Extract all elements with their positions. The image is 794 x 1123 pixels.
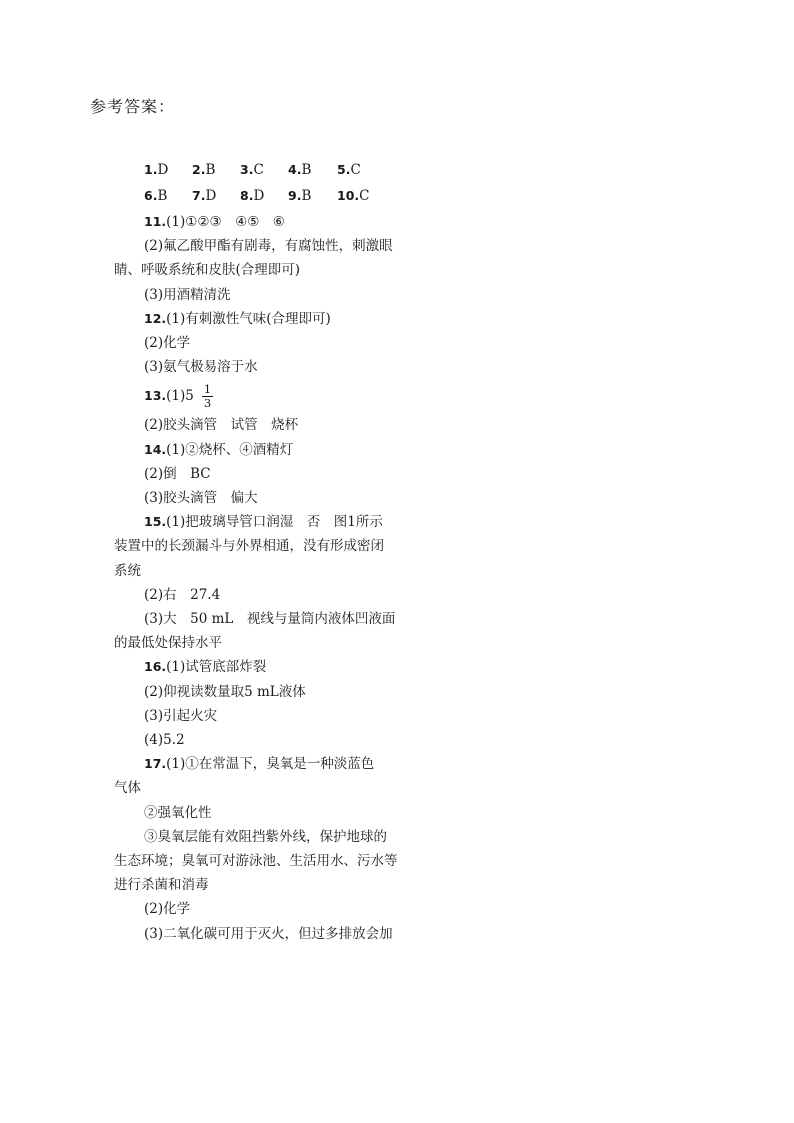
q15-line: 系统 <box>114 562 141 579</box>
q14-line: 14.(1)②烧杯、④酒精灯 <box>144 441 294 458</box>
q17-line: 进行杀菌和消毒 <box>114 877 209 894</box>
mc-answer: 2.B <box>192 162 216 178</box>
q11-line: (3)用酒精清洗 <box>144 286 231 303</box>
mc-answer: 3.C <box>240 162 264 178</box>
page-heading: 参考答案： <box>90 97 176 116</box>
q11-line: 11.(1)①②③ ④⑤ ⑥ <box>144 214 285 230</box>
q15-line: 装置中的长颈漏斗与外界相通，没有形成密闭 <box>114 538 384 555</box>
mc-answer: 6.B <box>144 188 168 204</box>
mc-row-2 <box>144 184 414 210</box>
q11-line: 睛、呼吸系统和皮肤(合理即可) <box>114 262 301 279</box>
q16-line: 16.(1)试管底部炸裂 <box>144 659 267 676</box>
q15-line: (3)大 50 mL 视线与量筒内液体凹液面 <box>144 611 396 628</box>
mc-answer: 5.C <box>337 162 361 178</box>
q17-line: (2)化学 <box>144 901 191 918</box>
q14-line: (2)倒 BC <box>144 465 211 482</box>
q16-line: (2)仰视读数量取5 mL液体 <box>144 683 306 700</box>
mc-answer: 7.D <box>192 188 217 204</box>
q17-line: 17.(1)①在常温下，臭氧是一种淡蓝色 <box>144 756 375 773</box>
q16-line: (3)引起火灾 <box>144 707 218 724</box>
q17-line: ③臭氧层能有效阻挡紫外线，保护地球的 <box>144 828 387 845</box>
q12-line: 12.(1)有刺激性气味(合理即可) <box>144 310 331 327</box>
q15-line: (2)右 27.4 <box>144 586 221 603</box>
q17-line: ②强氧化性 <box>144 804 212 821</box>
q16-line: (4)5.2 <box>144 732 185 749</box>
q15-line: 的最低处保持水平 <box>114 635 222 652</box>
q17-line: (3)二氧化碳可用于灭火，但过多排放会加 <box>144 925 393 942</box>
q11-line: (2)氟乙酸甲酯有剧毒，有腐蚀性，刺激眼 <box>144 238 393 255</box>
mc-answer: 1.D <box>144 162 169 178</box>
mc-answer: 8.D <box>240 188 265 204</box>
answer-list <box>114 158 414 946</box>
mc-answer: 9.B <box>288 188 312 204</box>
q14-line: (3)胶头滴管 偏大 <box>144 490 258 507</box>
mc-answer: 4.B <box>288 162 312 178</box>
mc-answer: 10.C <box>337 188 370 204</box>
fraction: $\frac{1}{3}$ <box>203 382 212 411</box>
q12-line: (3)氨气极易溶于水 <box>144 359 258 376</box>
q13-line: (2)胶头滴管 试管 烧杯 <box>144 417 299 434</box>
q12-line: (2)化学 <box>144 335 191 352</box>
q17-line: 生态环境；臭氧可对游泳池、生活用水、污水等 <box>114 853 398 870</box>
q13-line: 13.(1)5 $\frac{1}{3}$ <box>144 382 212 411</box>
q17-line: 气体 <box>114 780 141 797</box>
q15-line: 15.(1)把玻璃导管口润湿 否 图1所示 <box>144 514 383 531</box>
mc-row-1 <box>144 158 414 184</box>
